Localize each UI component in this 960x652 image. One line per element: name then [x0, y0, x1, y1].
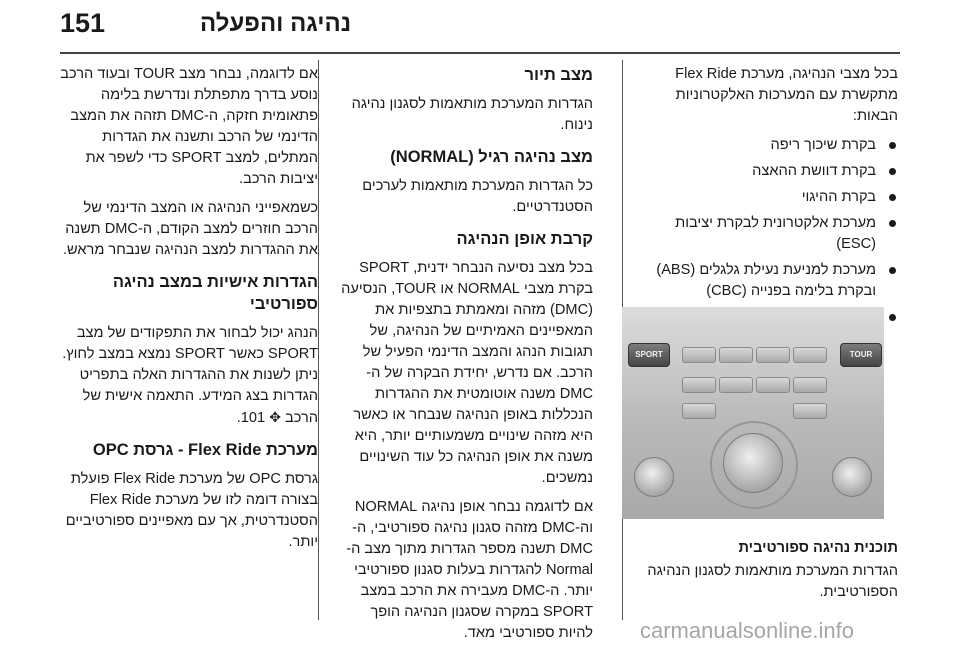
section-heading: מצב תיור: [524, 66, 593, 84]
section-heading: הגדרות אישיות במצב נהיגה ספורטיבי: [112, 273, 318, 313]
section-heading: מערכת Flex Ride - גרסת OPC: [92, 441, 318, 459]
column-middle: [335, 64, 593, 652]
paragraph: הגדרות המערכת מותאמות לסגנון נהיגה נינוח.: [351, 96, 593, 133]
systems-list: [640, 135, 898, 328]
watermark: carmanualsonline.info: [640, 618, 855, 643]
panel-key: [719, 347, 753, 363]
bullet-icon: [889, 267, 896, 274]
header-divider: [60, 52, 900, 54]
panel-key: [793, 403, 827, 419]
bullet-icon: [889, 220, 896, 227]
center-knob: [723, 433, 783, 493]
caption-title: תוכנית נהיגה ספורטיבית: [738, 540, 898, 556]
list-item: בקרת דוושת ההאצה: [640, 161, 898, 182]
panel-key: [793, 377, 827, 393]
bullet-icon: [889, 314, 896, 321]
caption-text: הגדרות המערכת מותאמות לסגנון הנהיגה הספורטיבית.: [647, 563, 898, 600]
page-header: [0, 0, 960, 58]
panel-key: [756, 377, 790, 393]
tour-button: TOUR: [840, 343, 882, 367]
list-item: מערכת אלקטרונית לבקרת יציבות (ESC): [640, 213, 898, 255]
paragraph: הנהג יכול לבחור את התפקודים של מצב SPORT כאשר SPORT נמצא במצב לחוץ. ניתן לשנות את ההגדרות האלה בתפריט הגדרות בצג המידע. התאמה אישית של הרכב ✥ 101.: [62, 325, 318, 426]
panel-key: [756, 347, 790, 363]
panel-key: [682, 347, 716, 363]
paragraph: בכל מצב נסיעה הנבחר ידנית, SPORT בקרת מצבי NORMAL או TOUR, הנסיעה (DMC) מזהה ומאמתת בתצפיות את המאפיינים האמיתיים של הנהיגה, של תגובות הנהג והמצב הדינמי הפעיל של הרכב. אם נדרש, יחידת הבקרה של ה- DMC משנה אוטומטית את ההגדרות הנכללות באופן הנהיגה שנבחר או כאשר היא מזהה שינויים משמעותיים יותר, היא משנה את אופן הנהיגה כל עוד השינויים נמשכים.: [341, 260, 593, 486]
intro-paragraph: בכל מצבי הנהיגה, מערכת Flex Ride מתקשרת עם המערכות האלקטרוניות הבאות:: [675, 66, 898, 124]
section-heading: מצב נהיגה רגיל (NORMAL): [390, 148, 593, 166]
panel-key: [682, 403, 716, 419]
bullet-icon: [889, 194, 896, 201]
chapter-title: נהיגה והפעלה: [200, 10, 352, 37]
page-number: 151: [60, 8, 106, 38]
paragraph: אם לדוגמה, נבחר מצב TOUR ובעוד הרכב נוסע בדרך מתפתלת ונדרשת בלימה פתאומית חזקה, ה-DMC תזהה את המצב הדינמי של הרכב ותשנה את הגדרות המתלים, למצב SPORT כדי לשפר את יציבות הרכב.: [60, 66, 318, 187]
panel-key: [793, 347, 827, 363]
paragraph: כשמאפייני הנהיגה או המצב הדינמי של הרכב חוזרים למצב הקודם, ה-DMC תשנה את ההגדרות למצב הנהיגה שנבחר מראש.: [62, 200, 318, 258]
left-knob: [634, 457, 674, 497]
bullet-icon: [889, 168, 896, 175]
list-item: בקרת שיכוך ריפה: [640, 135, 898, 156]
paragraph: כל הגדרות המערכת מותאמות לערכים הסטנדרטיים.: [362, 178, 593, 215]
illustration-caption: [640, 538, 898, 603]
column-left: [60, 64, 318, 561]
column-right: [640, 64, 898, 333]
column-divider-left: [318, 60, 319, 620]
bullet-icon: [889, 142, 896, 149]
reference-icon: ✥: [269, 409, 281, 425]
section-heading: קרבת אופן הנהיגה: [456, 230, 593, 248]
sport-button: SPORT: [628, 343, 670, 367]
paragraph: גרסת OPC של מערכת Flex Ride פועלת בצורה דומה לזו של מערכת Flex Ride הסטנדרטית, אך עם מאפיינים ספורטיביים יותר.: [65, 471, 318, 550]
control-panel-illustration: [622, 307, 884, 519]
list-item: מערכת למניעת נעילת גלגלים (ABS) ובקרת בלימה בפנייה (CBC): [640, 260, 898, 302]
right-knob: [832, 457, 872, 497]
paragraph: אם לדוגמה נבחר אופן נהיגה NORMAL וה-DMC מזהה סגנון נהיגה ספורטיבי, ה-DMC תשנה מספר הגדרות מתוך מצב ה-Normal להגדרות בעלות סגנון ספורטיבי יותר. ה-DMC מעבירה את הרכב במצב SPORT במקרה שסגנון הנהיגה הופך להיות ספורטיבי מאד.: [346, 499, 593, 641]
panel-key: [682, 377, 716, 393]
list-item: בקרת ההיגוי: [640, 187, 898, 208]
panel-key: [719, 377, 753, 393]
